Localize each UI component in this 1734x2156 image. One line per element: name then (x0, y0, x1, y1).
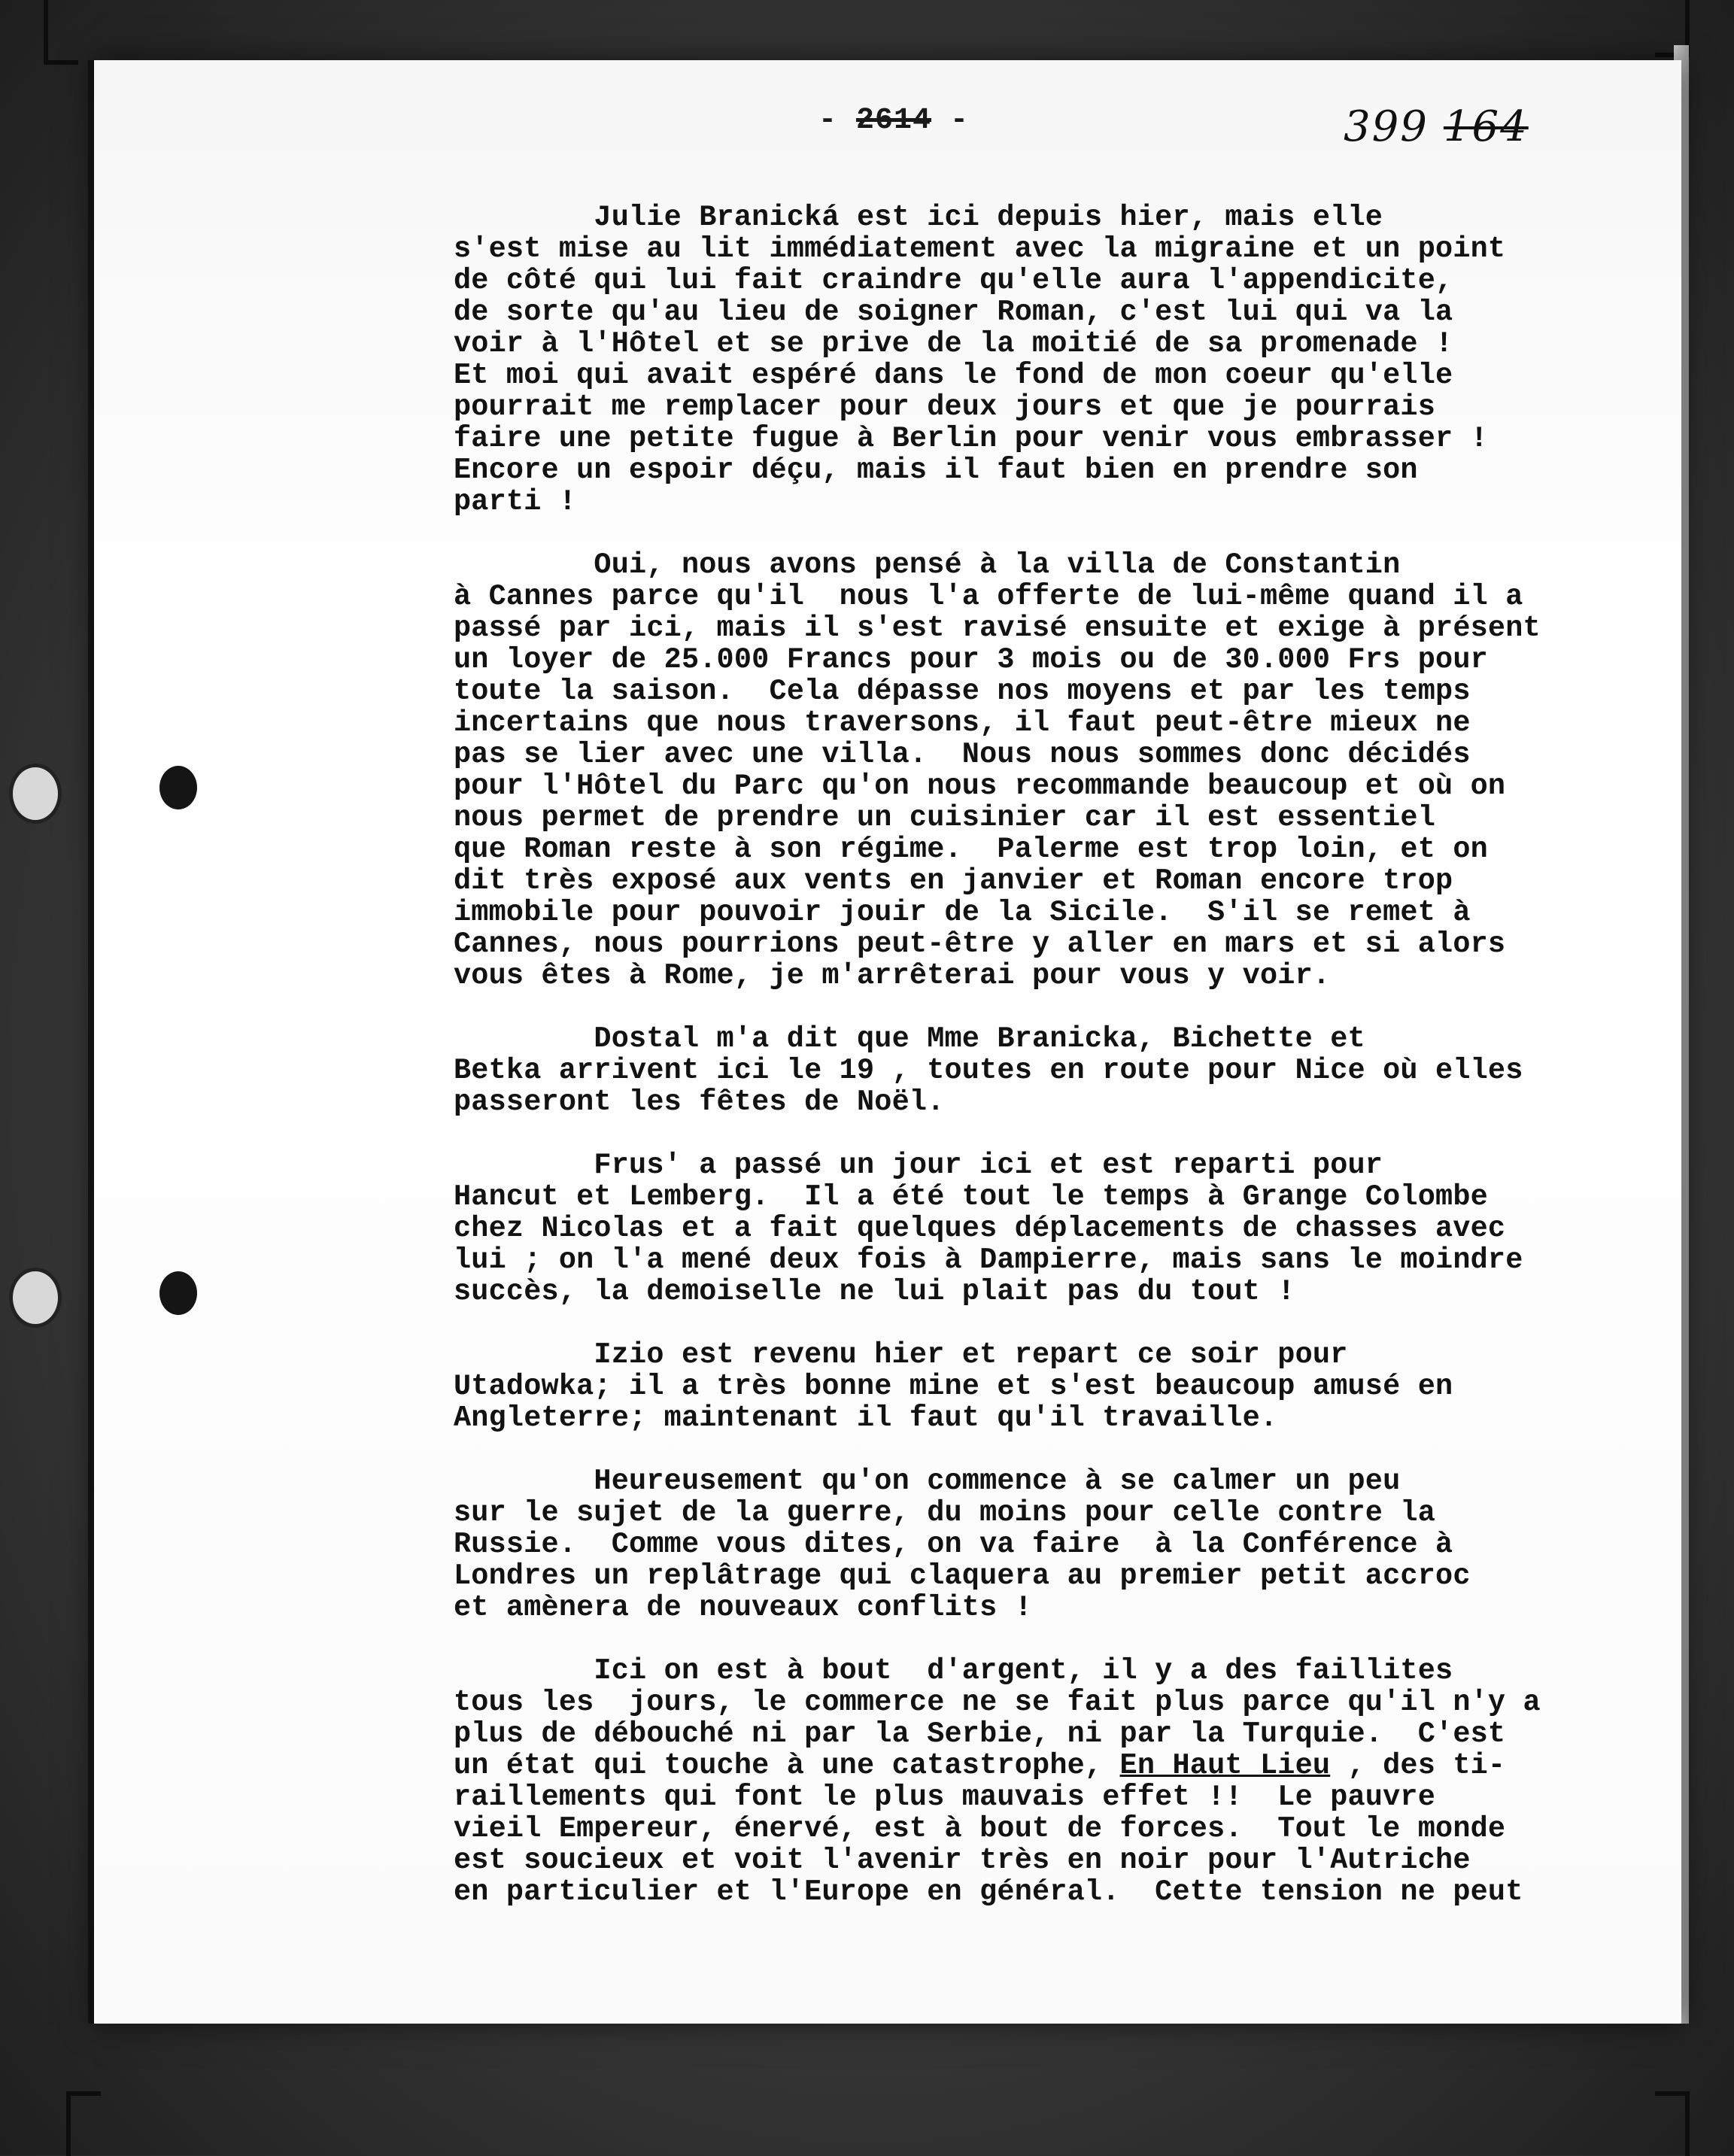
text-line: dit très exposé aux vents en janvier et Roman encore trop (454, 864, 1453, 897)
text-line: faire une petite fugue à Berlin pour venir vous embrasser ! (454, 422, 1488, 455)
text-line: pour l'Hôtel du Parc qu'on nous recommande beaucoup et où on (454, 770, 1506, 803)
text-line: chez Nicolas et a fait quelques déplacements de chasses avec (454, 1212, 1506, 1245)
text-line: Hancut et Lemberg. Il a été tout le temps à Grange Colombe (454, 1180, 1488, 1213)
text-line: lui ; on l'a mené deux fois à Dampierre, mais sans le moindre (454, 1243, 1523, 1277)
text-line: pourrait me remplacer pour deux jours et que je pourrais (454, 390, 1436, 424)
text-line: immobile pour pouvoir jouir de la Sicile. S'il se remet à (454, 896, 1471, 929)
binder-hole-bottom (9, 1268, 62, 1328)
text-line: Et moi qui avait espéré dans le fond de mon coeur qu'elle (454, 359, 1453, 392)
text-line: Angleterre; maintenant il faut qu'il travaille. (454, 1401, 1278, 1435)
handwritten-folio (1344, 102, 1529, 151)
text-line: Oui, nous avons pensé à la villa de Constantin (454, 548, 1401, 582)
text-line: Frus' a passé un jour ici et est reparti pour (454, 1149, 1383, 1182)
text-line: Londres un replâtrage qui claquera au premier petit accroc (454, 1559, 1471, 1593)
paragraph (454, 1149, 1642, 1307)
punch-hole-top (159, 766, 197, 809)
text-line: de sorte qu'au lieu de soigner Roman, c'est lui qui va la (454, 296, 1453, 329)
text-line: vous êtes à Rome, je m'arrêterai pour vous y voir. (454, 959, 1331, 992)
underlined-phrase: En Haut Lieu (1119, 1749, 1331, 1782)
text-line: incertains que nous traversons, il faut peut-être mieux ne (454, 706, 1471, 739)
crop-mark-bottom-right (1655, 2091, 1690, 2156)
typed-page-number: - 2614 - (818, 104, 970, 138)
paragraph (454, 549, 1642, 991)
letter-body (454, 202, 1642, 1908)
text-line: Dostal m'a dit que Mme Branicka, Bichette et (454, 1022, 1365, 1055)
paragraph (454, 1655, 1642, 1908)
text-line: Encore un espoir déçu, mais il faut bien en prendre son (454, 454, 1418, 487)
text-line: vieil Empereur, énervé, est à bout de forces. Tout le monde (454, 1812, 1506, 1845)
text-line: en particulier et l'Europe en général. Cette tension ne peut (454, 1875, 1523, 1909)
text-line: raillements qui font le plus mauvais effet !! Le pauvre (454, 1781, 1436, 1814)
folio-old-struck: 164 (1443, 102, 1529, 151)
paragraph (454, 1023, 1642, 1118)
binder-hole-top (9, 764, 62, 824)
text-line: sur le sujet de la guerre, du moins pour celle contre la (454, 1496, 1436, 1529)
text-line: s'est mise au lit immédiatement avec la migraine et un point (454, 232, 1506, 266)
text-line: est soucieux et voit l'avenir très en noir pour l'Autriche (454, 1844, 1471, 1877)
text-line: toute la saison. Cela dépasse nos moyens et par les temps (454, 675, 1471, 708)
text-line: et amènera de nouveaux conflits ! (454, 1591, 1033, 1624)
crop-mark-bottom-left (66, 2091, 101, 2156)
text-line: tous les jours, le commerce ne se fait plus parce qu'il n'y a (454, 1686, 1541, 1719)
text-line: un état qui touche à une catastrophe, En Haut Lieu , des ti- (454, 1749, 1506, 1782)
text-line: Ici on est à bout d'argent, il y a des faillites (454, 1654, 1453, 1687)
crop-mark-top-left (44, 0, 78, 65)
struck-page-number: 2614 (855, 104, 931, 138)
text-line: Izio est revenu hier et repart ce soir pour (454, 1338, 1348, 1371)
text-line: un loyer de 25.000 Francs pour 3 mois ou de 30.000 Frs pour (454, 643, 1488, 676)
text-line: succès, la demoiselle ne lui plait pas du tout ! (454, 1275, 1295, 1308)
paragraph (454, 1465, 1642, 1623)
text-line: nous permet de prendre un cuisinier car il est essentiel (454, 801, 1436, 834)
text-line: passé par ici, mais il s'est ravisé ensuite et exige à présent (454, 612, 1541, 645)
text-line: passeront les fêtes de Noël. (454, 1086, 945, 1119)
text-line: que Roman reste à son régime. Palerme est trop loin, et on (454, 833, 1488, 866)
text-line: à Cannes parce qu'il nous l'a offerte de lui-même quand il a (454, 580, 1523, 613)
text-line: pas se lier avec une villa. Nous nous sommes donc décidés (454, 738, 1471, 771)
punch-hole-bottom (159, 1271, 197, 1315)
text-line: Russie. Comme vous dites, on va faire à la Conférence à (454, 1528, 1453, 1561)
text-line: de côté qui lui fait craindre qu'elle aura l'appendicite, (454, 264, 1453, 297)
text-line: Betka arrivent ici le 19 , toutes en route pour Nice où elles (454, 1054, 1523, 1087)
text-line: Julie Branická est ici depuis hier, mais elle (454, 201, 1383, 234)
text-line: voir à l'Hôtel et se prive de la moitié de sa promenade ! (454, 327, 1453, 360)
paragraph (454, 202, 1642, 518)
folio-new: 399 (1344, 102, 1429, 151)
paragraph (454, 1339, 1642, 1434)
text-line: Heureusement qu'on commence à se calmer un peu (454, 1465, 1401, 1498)
text-line: Utadowka; il a très bonne mine et s'est beaucoup amusé en (454, 1370, 1453, 1403)
text-line: Cannes, nous pourrions peut-être y aller en mars et si alors (454, 928, 1506, 961)
text-line: plus de débouché ni par la Serbie, ni par la Turquie. C'est (454, 1717, 1506, 1751)
text-line: parti ! (454, 485, 577, 518)
